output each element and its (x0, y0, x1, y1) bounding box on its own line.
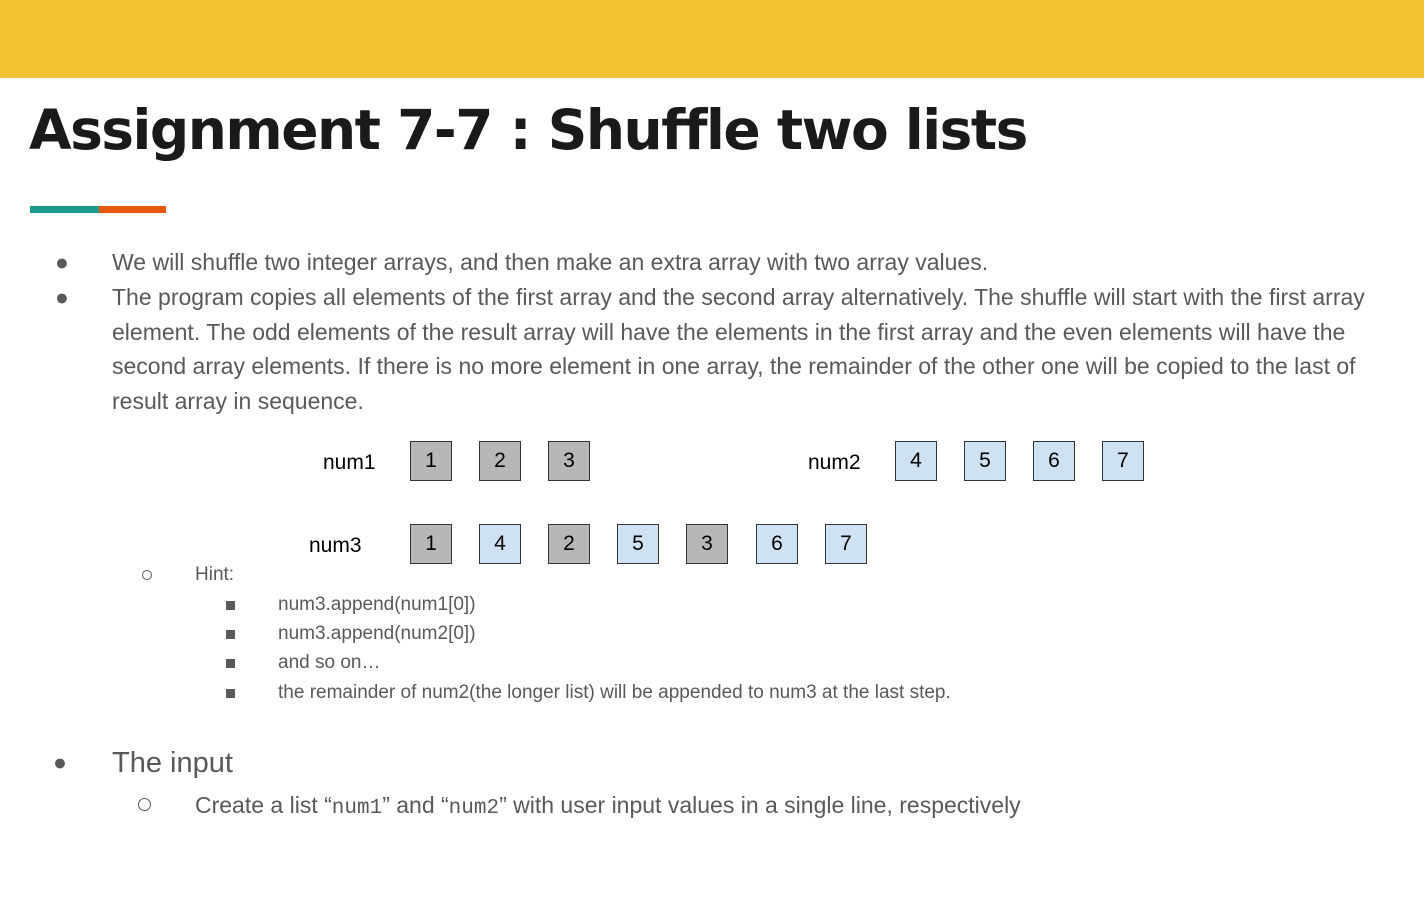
accent-bar-teal (30, 206, 99, 213)
page-title: Assignment 7-7 : Shuffle two lists (29, 98, 1027, 162)
num1-box: 3 (548, 441, 590, 481)
num3-box: 2 (548, 524, 590, 564)
num2-box: 5 (964, 441, 1006, 481)
input-text-prefix: Create a list “ (195, 792, 332, 818)
num3-box: 6 (756, 524, 798, 564)
num1-box: 2 (479, 441, 521, 481)
square-bullet (226, 689, 235, 698)
hollow-bullet (142, 570, 152, 580)
num3-label: num3 (309, 534, 362, 557)
bullet-text-1: We will shuffle two integer arrays, and then make an extra array with two array values. (112, 249, 989, 275)
code-num2: num2 (448, 797, 500, 820)
input-heading: The input (112, 747, 233, 779)
hint-label: Hint: (195, 564, 235, 585)
hint-item-4: the remainder of num2(the longer list) will be appended to num3 at the last step. (278, 682, 951, 703)
bullet-dot: ● (55, 249, 69, 275)
num3-box: 3 (686, 524, 728, 564)
bullet-dot: ● (55, 284, 69, 310)
num1-box: 1 (410, 441, 452, 481)
accent-bar-orange (99, 206, 166, 213)
hint-item-2: num3.append(num2[0]) (278, 623, 476, 644)
input-text-mid: ” and “ (382, 792, 449, 818)
num2-box: 7 (1102, 441, 1144, 481)
header-banner (0, 0, 1424, 78)
code-num1: num1 (331, 797, 383, 820)
num2-box: 6 (1033, 441, 1075, 481)
num3-box: 5 (617, 524, 659, 564)
num3-box: 4 (479, 524, 521, 564)
hint-item-3: and so on… (278, 652, 381, 673)
hollow-bullet (138, 798, 151, 811)
input-text-suffix: ” with user input values in a single line, respectively (499, 792, 1021, 818)
bullet-dot: ● (53, 749, 67, 775)
square-bullet (226, 630, 235, 639)
num3-box: 7 (825, 524, 867, 564)
square-bullet (226, 659, 235, 668)
num2-label: num2 (808, 451, 861, 474)
bullet-text-2: The program copies all elements of the first array and the second array alternatively. The shuffle will start with the first array element. The odd elements of the result array will have the elements in the first array and the even elements will have the second array elements. If there is no more element in one array, the remainder of the other one will be copied to the last of result array in sequence. (112, 284, 1365, 414)
hint-item-1: num3.append(num1[0]) (278, 594, 476, 615)
input-instruction (195, 788, 1021, 826)
num2-box: 4 (895, 441, 937, 481)
num3-box: 1 (410, 524, 452, 564)
square-bullet (226, 601, 235, 610)
num1-label: num1 (323, 451, 376, 474)
